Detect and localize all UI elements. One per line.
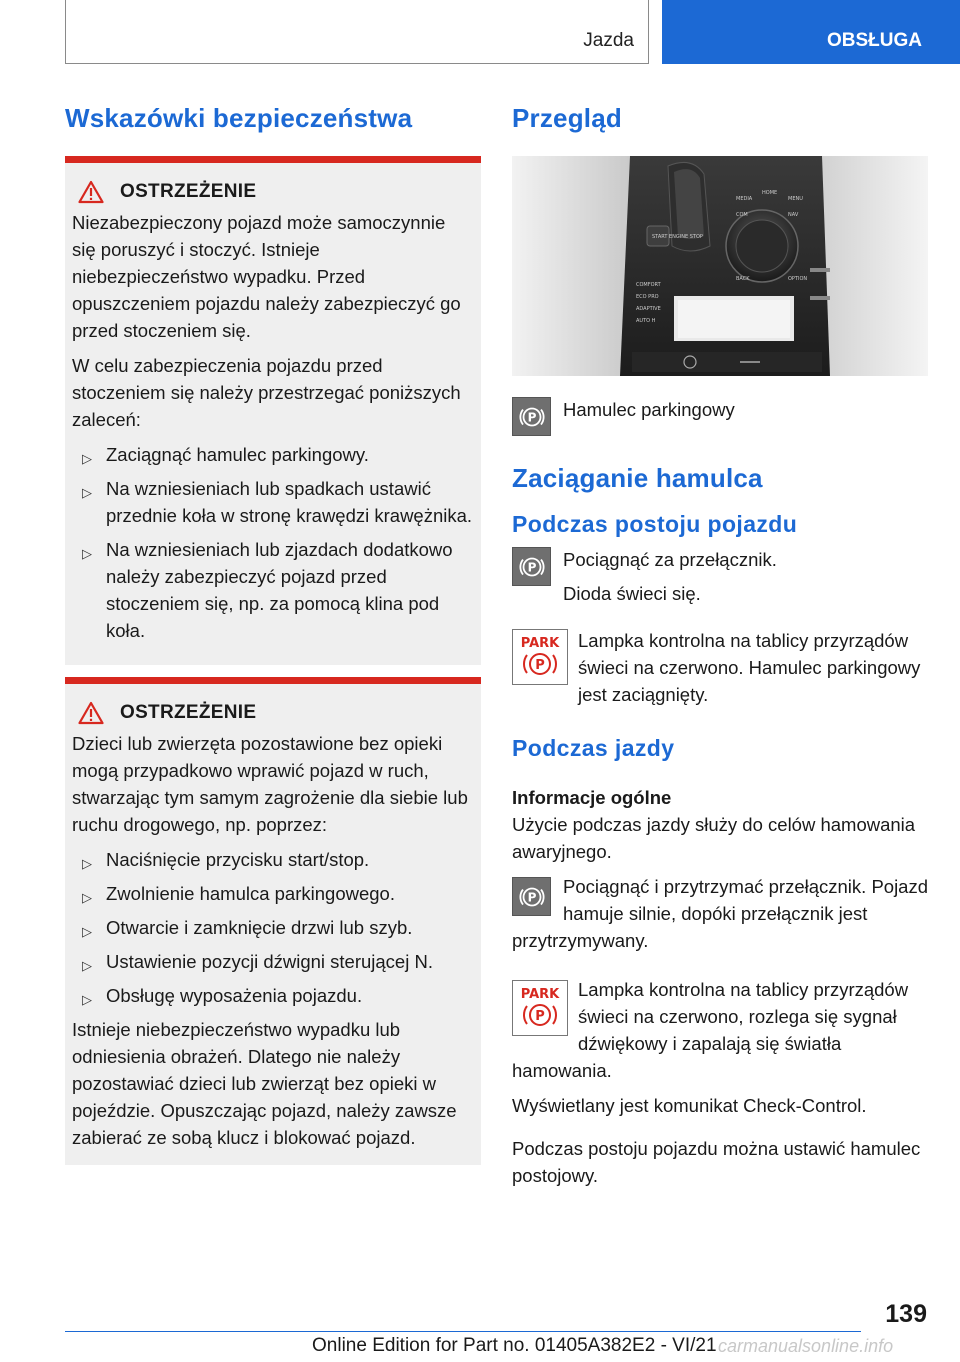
bullet-triangle-icon: ▷ (82, 485, 92, 500)
idrive-label: BACK (736, 276, 750, 282)
body-text: Użycie podczas jazdy służy do celów hamowania awaryjnego. (512, 814, 916, 862)
warning-text: Istnieje niebezpieczeństwo wypadku lub odniesienia obrażeń. Dlatego nie należy pozostawiać dzieci lub zwierząt bez opieki w pojeździe. Opuszczając pojazd, należy zawsze zabierać ze sobą klucz i blokować pojazd. (72, 1019, 457, 1148)
warning-header (72, 175, 473, 209)
bullet-triangle-icon: ▷ (82, 546, 92, 561)
left-column (65, 100, 481, 1165)
bullet-triangle-icon: ▷ (82, 958, 92, 973)
section-title: Zaciąganie hamulca (512, 463, 763, 493)
mode-label: ADAPTIVE (636, 306, 661, 312)
list-item: ▷ Ustawienie pozycji dźwigni sterującej N. (72, 948, 473, 975)
idrive-label: MENU (788, 196, 803, 202)
park-row (512, 627, 928, 708)
bullet-triangle-icon: ▷ (82, 924, 92, 939)
parking-brake-symbol: P (527, 890, 536, 904)
warning-triangle-icon (78, 701, 104, 725)
mode-label: AUTO H (636, 318, 656, 324)
mode-label: ECO PRO (636, 294, 659, 300)
indicator-text: Lampka kontrolna na tablicy przyrządów świeci na czerwono, rozlega się sygnał dźwiękowy i zapalają się światła hamowania. (512, 979, 909, 1081)
caption-row (512, 396, 928, 436)
park-indicator-icon (512, 980, 568, 1036)
right-column (512, 100, 928, 1189)
warning-triangle-icon (78, 180, 104, 204)
body-text: Podczas postoju pojazdu można ustawić hamulec postojowy. (512, 1138, 921, 1186)
warning-header (72, 696, 473, 730)
overview-title: Przegląd (512, 103, 622, 133)
park-indicator-symbol: P (535, 658, 545, 673)
photo-caption: Hamulec parkingowy (563, 399, 735, 420)
warning-list (72, 441, 473, 644)
list-item: ▷ Obsługę wyposażenia pojazdu. (72, 982, 473, 1009)
list-item: ▷ Zaciągnąć hamulec parkingowy. (72, 441, 473, 468)
parking-brake-symbol: P (527, 560, 536, 574)
footer-divider (65, 1331, 861, 1332)
hold-row (512, 873, 928, 954)
warning-text: Niezabezpieczony pojazd może samoczynnie się poruszyć i stoczyć. Istnieje niebezpieczeństwo wypadku. Przed opuszczeniem pojazdu należy zabezpieczyć go przed stoczeniem się. (72, 212, 461, 341)
header-chapter-label: OBSŁUGA (827, 30, 922, 51)
footer-edition: Online Edition for Part no. 01405A382E2 - VI/21 (312, 1335, 717, 1356)
watermark: carmanualsonline.info (718, 1336, 894, 1356)
start-stop-label: START ENGINE STOP (652, 234, 703, 240)
general-info-heading: Informacje ogólne (512, 787, 672, 808)
idrive-label: OPTION (788, 276, 808, 282)
pull-row (512, 546, 928, 607)
idrive-label: COM (736, 212, 748, 218)
warning-list (72, 846, 473, 1009)
body-text: Wyświetlany jest komunikat Check-Control. (512, 1095, 867, 1116)
park-row-2 (512, 976, 928, 1084)
parking-brake-switch-icon (512, 397, 551, 436)
list-item: ▷ Otwarcie i zamknięcie drzwi lub szyb. (72, 914, 473, 941)
subsection-title: Podczas postoju pojazdu (512, 511, 798, 537)
console-photo (512, 156, 928, 376)
list-item: ▷ Zwolnienie hamulca parkingowego. (72, 880, 473, 907)
mode-label: COMFORT (636, 282, 661, 288)
parking-brake-switch-icon (512, 547, 551, 586)
park-indicator-text: PARK (520, 987, 560, 1002)
bullet-triangle-icon: ▷ (82, 451, 92, 466)
bullet-triangle-icon: ▷ (82, 992, 92, 1007)
bullet-triangle-icon: ▷ (82, 890, 92, 905)
warning-label: OSTRZEŻENIE (120, 702, 257, 723)
list-item: ▷ Na wzniesieniach lub spadkach ustawić przednie koła w stronę krawędzi krawężnika. (82, 478, 473, 526)
center-console-image (512, 156, 928, 376)
warning-box-2 (65, 677, 481, 1165)
list-item: ▷ Naciśnięcie przycisku start/stop. (72, 846, 473, 873)
warning-text: Dzieci lub zwierzęta pozostawione bez opieki mogą przypadkowo wprawić pojazd w ruch, stwarzając tym samym zagrożenie dla siebie lub ruchu drogowego, np. poprzez: (72, 733, 468, 835)
header-section-label: Jazda (583, 30, 634, 51)
bullet-triangle-icon: ▷ (82, 856, 92, 871)
header-chapter-tab[interactable] (662, 0, 960, 64)
idrive-label: MEDIA (736, 196, 753, 202)
indicator-text: Lampka kontrolna na tablicy przyrządów świeci na czerwono. Hamulec parkingowy jest zaciągnięty. (578, 630, 921, 705)
list-item: ▷ Na wzniesieniach lub zjazdach dodatkowo należy zabezpieczyć pojazd przed stoczeniem się, np. za pomocą klina pod koła. (82, 539, 453, 641)
idrive-label: HOME (762, 190, 778, 196)
parking-brake-symbol: P (527, 410, 536, 424)
page-number: 139 (885, 1300, 927, 1328)
instruction-text: Pociągnąć i przytrzymać przełącznik. Pojazd hamuje silnie, dopóki przełącznik jest przytrzymywany. (512, 876, 929, 951)
safety-title: Wskazówki bezpieczeństwa (65, 103, 413, 133)
header-section-box (65, 0, 649, 64)
subsection-title: Podczas jazdy (512, 735, 675, 761)
warning-label: OSTRZEŻENIE (120, 181, 257, 202)
instruction-text: Pociągnąć za przełącznik. (563, 549, 777, 570)
warning-box-1 (65, 156, 481, 665)
parking-brake-switch-icon (512, 877, 551, 916)
warning-text: W celu zabezpieczenia pojazdu przed stoczeniem się należy przestrzegać poniższych zaleceń: (72, 355, 461, 430)
instruction-text: Dioda świeci się. (563, 583, 701, 604)
park-indicator-icon (512, 629, 568, 685)
park-indicator-symbol: P (535, 1009, 545, 1024)
park-indicator-text: PARK (520, 636, 560, 651)
idrive-label: NAV (788, 212, 799, 218)
